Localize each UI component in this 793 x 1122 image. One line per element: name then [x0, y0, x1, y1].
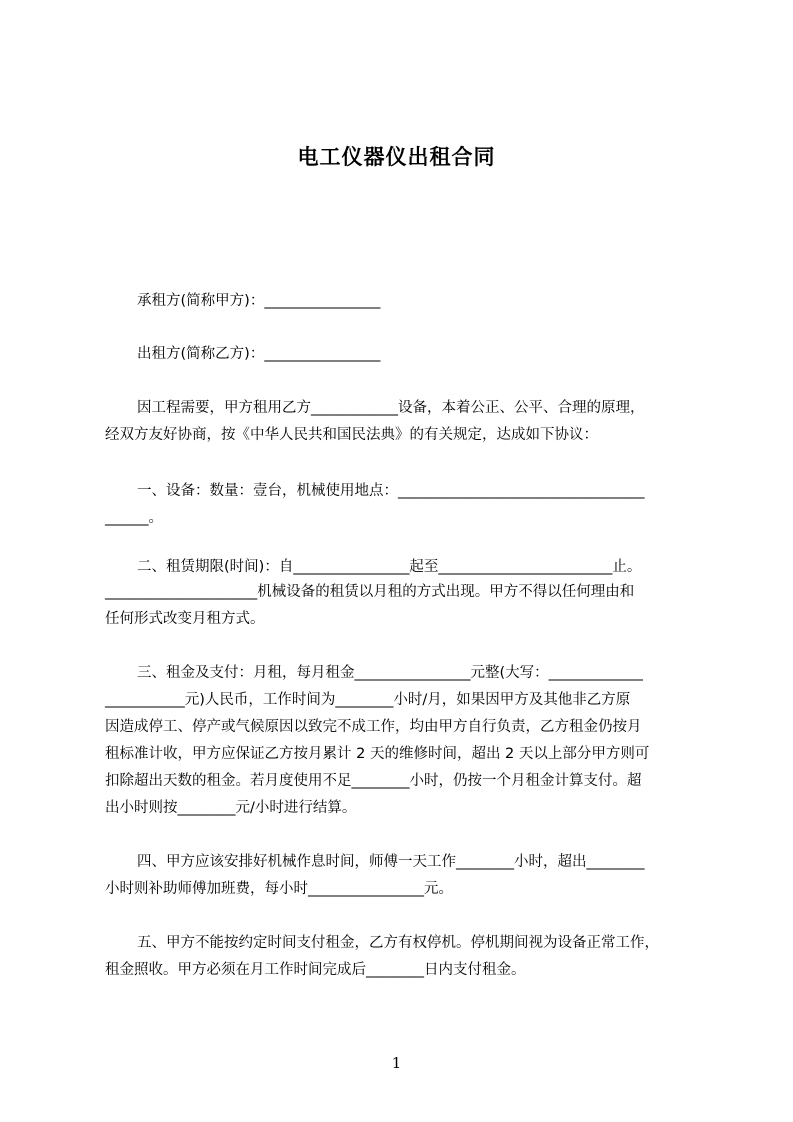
party-b-line: 出租方(简称乙方)：________________	[137, 346, 381, 362]
clause-3-line-5: 扣除超出天数的租金。若月度使用不足________小时，仍按一个月租金计算支付。超	[105, 773, 642, 789]
clause-2-line-3: 任何形式改变月租方式。	[105, 611, 265, 627]
party-a-line: 承租方(简称甲方)：________________	[137, 293, 381, 309]
document-title: 电工仪器仪出租合同	[297, 145, 496, 169]
clause-2-line-1: 二、租赁期限(时间)：自________________起至________________________止。	[137, 559, 642, 575]
clause-4-line-2: 小时则补助师傅加班费，每小时________________元。	[105, 881, 453, 897]
clause-3-line-6: 出小时则按________元/小时进行结算。	[105, 800, 357, 816]
clause-5-line-1: 五、甲方不能按约定时间支付租金，乙方有权停机。停机期间视为设备正常工作，	[137, 935, 659, 951]
preamble-line-1: 因工程需要，甲方租用乙方____________设备，本着公正、公平、合理的原理，	[137, 400, 645, 416]
clause-3-line-1: 三、租金及支付：月租，每月租金________________元整(大写：_____________	[137, 665, 643, 681]
clause-3-line-3: 因造成停工、停产或气候原因以致完不成工作，均由甲方自行负责，乙方租金仍按月	[105, 719, 642, 735]
clause-5-line-2: 租金照收。甲方必须在月工作时间完成后________日内支付租金。	[105, 962, 526, 978]
clause-4-line-1: 四、甲方应该安排好机械作息时间，师傅一天工作________小时，超出________	[137, 854, 645, 870]
page-number: 1	[391, 1054, 402, 1072]
preamble-line-2: 经双方友好协商，按《中华人民共和国民法典》的有关规定，达成如下协议：	[105, 427, 598, 443]
clause-3-line-4: 租标准计收，甲方应保证乙方按月累计 2 天的维修时间，超出 2 天以上部分甲方则可	[105, 746, 650, 762]
clause-1-line-2: ______。	[105, 510, 163, 526]
clause-1-line-1: 一、设备：数量：壹台，机械使用地点：__________________________________	[137, 483, 645, 499]
clause-3-line-2: ___________元)人民币，工作时间为________小时/月，如果因甲方及其他非乙方原	[105, 692, 631, 708]
clause-2-line-2: _____________________机械设备的租赁以月租的方式出现。甲方不得以任何理由和	[105, 584, 635, 600]
